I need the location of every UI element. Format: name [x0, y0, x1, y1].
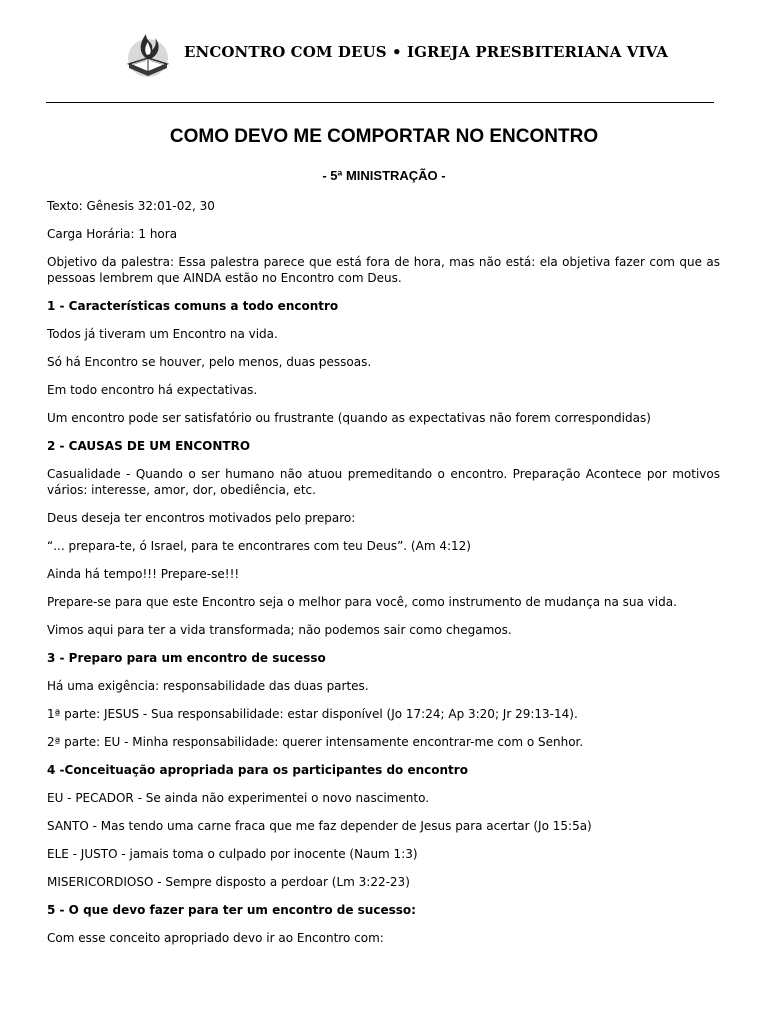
paragraph: Deus deseja ter encontros motivados pelo preparo:: [47, 511, 356, 525]
paragraph: ELE - JUSTO - jamais toma o culpado por inocente (Naum 1:3): [47, 847, 418, 861]
paragraph: Com esse conceito apropriado devo ir ao Encontro com:: [47, 931, 384, 945]
paragraph: Há uma exigência: responsabilidade das duas partes.: [47, 679, 369, 693]
section-heading: 1 - Características comuns a todo encontro: [47, 299, 339, 313]
paragraph: SANTO - Mas tendo uma carne fraca que me faz depender de Jesus para acertar (Jo 15:5a): [47, 819, 592, 833]
section-heading: 4 -Conceituação apropriada para os participantes do encontro: [47, 763, 468, 777]
paragraph: Todos já tiveram um Encontro na vida.: [47, 327, 278, 341]
paragraph: Casualidade - Quando o ser humano não atuou premeditando o encontro. Preparação Acontece por motivos vários: interesse, amor, dor, obediência, etc.: [47, 467, 720, 497]
paragraph: Prepare-se para que este Encontro seja o melhor para você, como instrumento de mudança na sua vida.: [47, 595, 677, 609]
paragraph: 2ª parte: EU - Minha responsabilidade: querer intensamente encontrar-me com o Senhor.: [47, 735, 584, 749]
section-heading: 2 - CAUSAS DE UM ENCONTRO: [47, 439, 251, 453]
paragraph: Só há Encontro se houver, pelo menos, duas pessoas.: [47, 355, 372, 369]
paragraph: Texto: Gênesis 32:01-02, 30: [47, 199, 215, 213]
paragraph: EU - PECADOR - Se ainda não experimentei o novo nascimento.: [47, 791, 430, 805]
document-title: COMO DEVO ME COMPORTAR NO ENCONTRO: [169, 126, 599, 147]
paragraph: “... prepara-te, ó Israel, para te encontrares com teu Deus”. (Am 4:12): [47, 539, 471, 553]
paragraph: Carga Horária: 1 hora: [47, 227, 178, 241]
paragraph: 1ª parte: JESUS - Sua responsabilidade: estar disponível (Jo 17:24; Ap 3:20; Jr 29:13-14).: [47, 707, 578, 721]
paragraph: Ainda há tempo!!! Prepare-se!!!: [47, 567, 240, 581]
document-subtitle: - 5ª MINISTRAÇÃO -: [322, 168, 446, 183]
paragraph: Vimos aqui para ter a vida transformada; não podemos sair como chegamos.: [47, 623, 512, 637]
paragraph: Em todo encontro há expectativas.: [47, 383, 258, 397]
page-header: [0, 0, 768, 110]
flame-book-logo-icon: [124, 28, 172, 80]
paragraph: Objetivo da palestra: Essa palestra parece que está fora de hora, mas não está: ela objetiva fazer com que as pessoas lembrem que AINDA estão no Encontro com Deus.: [47, 255, 720, 285]
document-body: [47, 198, 720, 958]
header-divider: [46, 102, 714, 103]
paragraph: Um encontro pode ser satisfatório ou frustrante (quando as expectativas não forem correspondidas): [47, 411, 651, 425]
section-heading: 3 - Preparo para um encontro de sucesso: [47, 651, 326, 665]
paragraph: MISERICORDIOSO - Sempre disposto a perdoar (Lm 3:22-23): [47, 875, 410, 889]
section-heading: 5 - O que devo fazer para ter um encontro de sucesso:: [47, 903, 416, 917]
header-title: ENCONTRO COM DEUS • IGREJA PRESBITERIANA VIVA: [184, 43, 668, 61]
